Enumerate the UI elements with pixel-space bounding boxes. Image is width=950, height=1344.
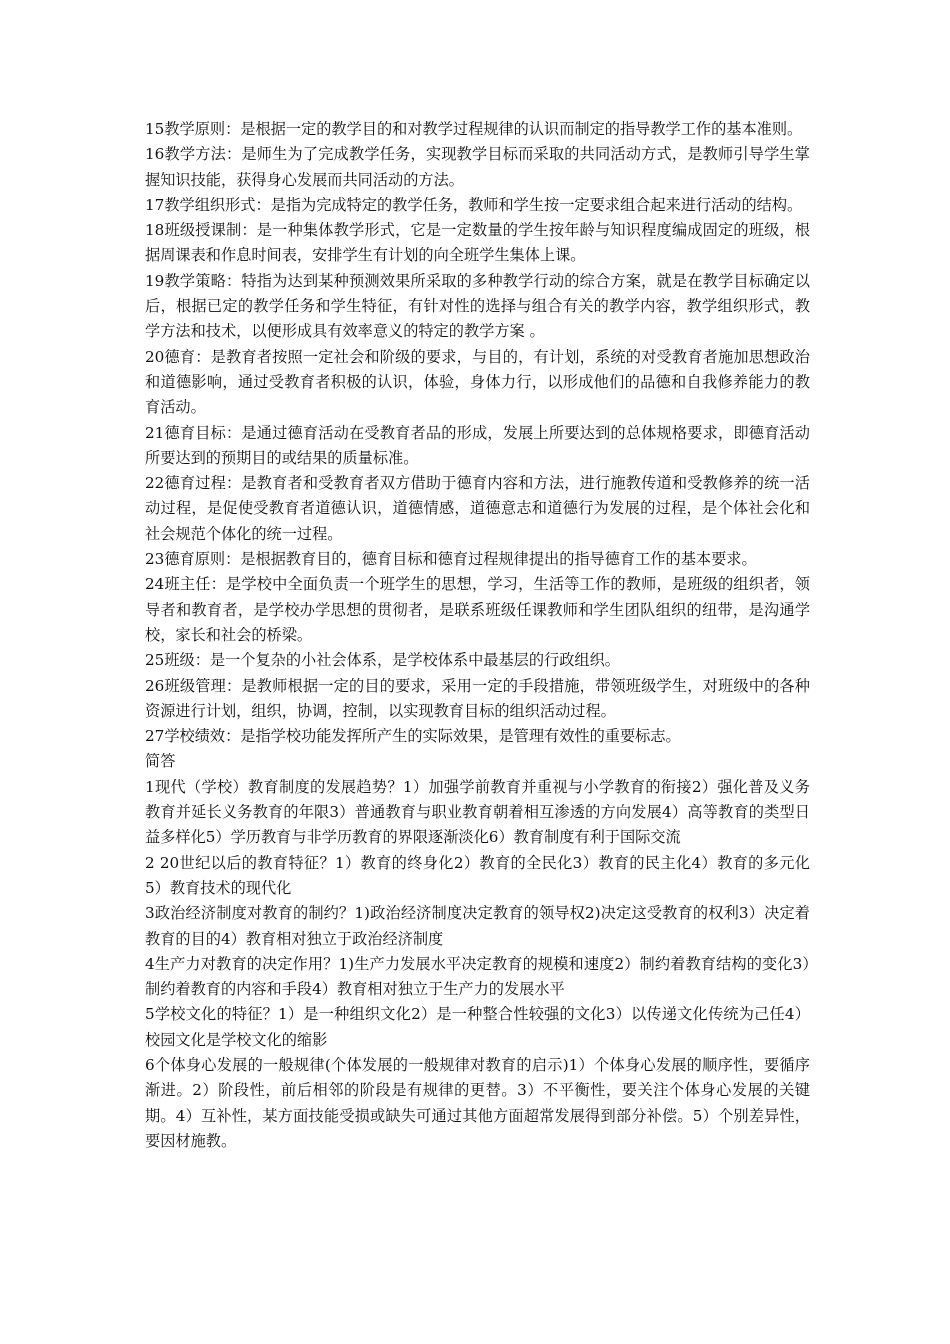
definition-21: 21德育目标：是通过德育活动在受教育者品的形成，发展上所要达到的总体规格要求，即德育活动所要达到的预期目的或结果的质量标准。 xyxy=(145,423,810,467)
definition-22: 22德育过程：是教育者和受教育者双方借助于德育内容和方法，进行施教传道和受教修养的统一活动过程，是促使受教育者道德认识，道德情感，道德意志和道德行为发展的过程，是个体社会化和社会规范个体化的统一过程。 xyxy=(145,474,810,543)
definition-27: 27学校绩效：是指学校功能发挥所产生的实际效果，是管理有效性的重要标志。 xyxy=(145,727,681,746)
definition-15: 15教学原则：是根据一定的教学目的和对教学过程规律的认识而制定的指导教学工作的基本准则。 xyxy=(145,120,803,138)
definition-18: 18班级授课制：是一种集体教学形式，它是一定数量的学生按年龄与知识程度编成固定的班级，根据周课表和作息时间表，安排学生有计划的向全班学生集体上课。 xyxy=(145,221,810,265)
answer-5: 5学校文化的特征？1）是一种组织文化2）是一种整合性较强的文化3）以传递文化传统为己任4）校园文化是学校文化的缩影 xyxy=(145,1005,810,1049)
definition-26: 26班级管理：是教师根据一定的目的要求，采用一定的手段措施，带领班级学生，对班级中的各种资源进行计划，组织，协调，控制，以实现教育目标的组织活动过程。 xyxy=(145,676,810,720)
answer-1: 1现代（学校）教育制度的发展趋势？1）加强学前教育并重视与小学教育的衔接2）强化普及义务教育并延长义务教育的年限3）普通教育与职业教育朝着相互渗透的方向发展4）高等教育的类型日益多样化5）学历教育与非学历教育的界限逐渐淡化6）教育制度有利于国际交流 xyxy=(145,777,810,847)
definition-25: 25班级：是一个复杂的小社会体系，是学校体系中最基层的行政组织。 xyxy=(145,651,620,670)
document-page xyxy=(145,117,810,1154)
answer-6: 6个体身心发展的一般规律(个体发展的一般规律对教育的启示)1）个体身心发展的顺序性，要循序渐进。2）阶段性，前后相邻的阶段是有规律的更替。3）不平衡性，要关注个体身心发展的关键期。4）互补性，某方面技能受损或缺失可通过其他方面超常发展得到部分补偿。5）个别差异性，要因材施教。 xyxy=(145,1055,810,1150)
definition-23: 23德育原则：是根据教育目的，德育目标和德育过程规律提出的指导德育工作的基本要求。 xyxy=(145,550,757,569)
definition-19: 19教学策略：特指为达到某种预测效果所采取的多种教学行动的综合方案，就是在教学目标确定以后，根据已定的教学任务和学生特征，有针对性的选择与组合有关的教学内容，教学组织形式，教学方法和技术，以便形成具有效率意义的特定的教学方案 。 xyxy=(145,271,810,341)
definition-16: 16教学方法：是师生为了完成教学任务，实现教学目标而采取的共同活动方式，是教师引导学生掌握知识技能，获得身心发展而共同活动的方法。 xyxy=(145,145,810,189)
answer-3: 3政治经济制度对教育的制约？1)政治经济制度决定教育的领导权2)决定这受教育的权利3）决定着教育的目的4）教育相对独立于政治经济制度 xyxy=(145,904,810,948)
definition-20: 20德育：是教育者按照一定社会和阶级的要求，与目的，有计划，系统的对受教育者施加思想政治和道德影响，通过受教育者积极的认识，体验，身体力行，以形成他们的品德和自我修养能力的教育活动。 xyxy=(145,347,810,417)
answer-4: 4生产力对教育的决定作用？1)生产力发展水平决定教育的规模和速度2）制约着教育结构的变化3）制约着教育的内容和手段4）教育相对独立于生产力的发展水平 xyxy=(145,954,810,999)
section-heading-short-answer: 简答 xyxy=(145,752,176,771)
definition-17: 17教学组织形式：是指为完成特定的教学任务，教师和学生按一定要求组合起来进行活动的结构。 xyxy=(145,195,803,214)
definition-24: 24班主任：是学校中全面负责一个班学生的思想，学习，生活等工作的教师，是班级的组织者，领导者和教育者，是学校办学思想的贯彻者，是联系班级任课教师和学生团队组织的纽带，是沟通学校，家长和社会的桥梁。 xyxy=(145,575,810,644)
answer-2: 2 20世纪以后的教育特征？1）教育的终身化2）教育的全民化3）教育的民主化4）教育的多元化5）教育技术的现代化 xyxy=(145,853,810,897)
